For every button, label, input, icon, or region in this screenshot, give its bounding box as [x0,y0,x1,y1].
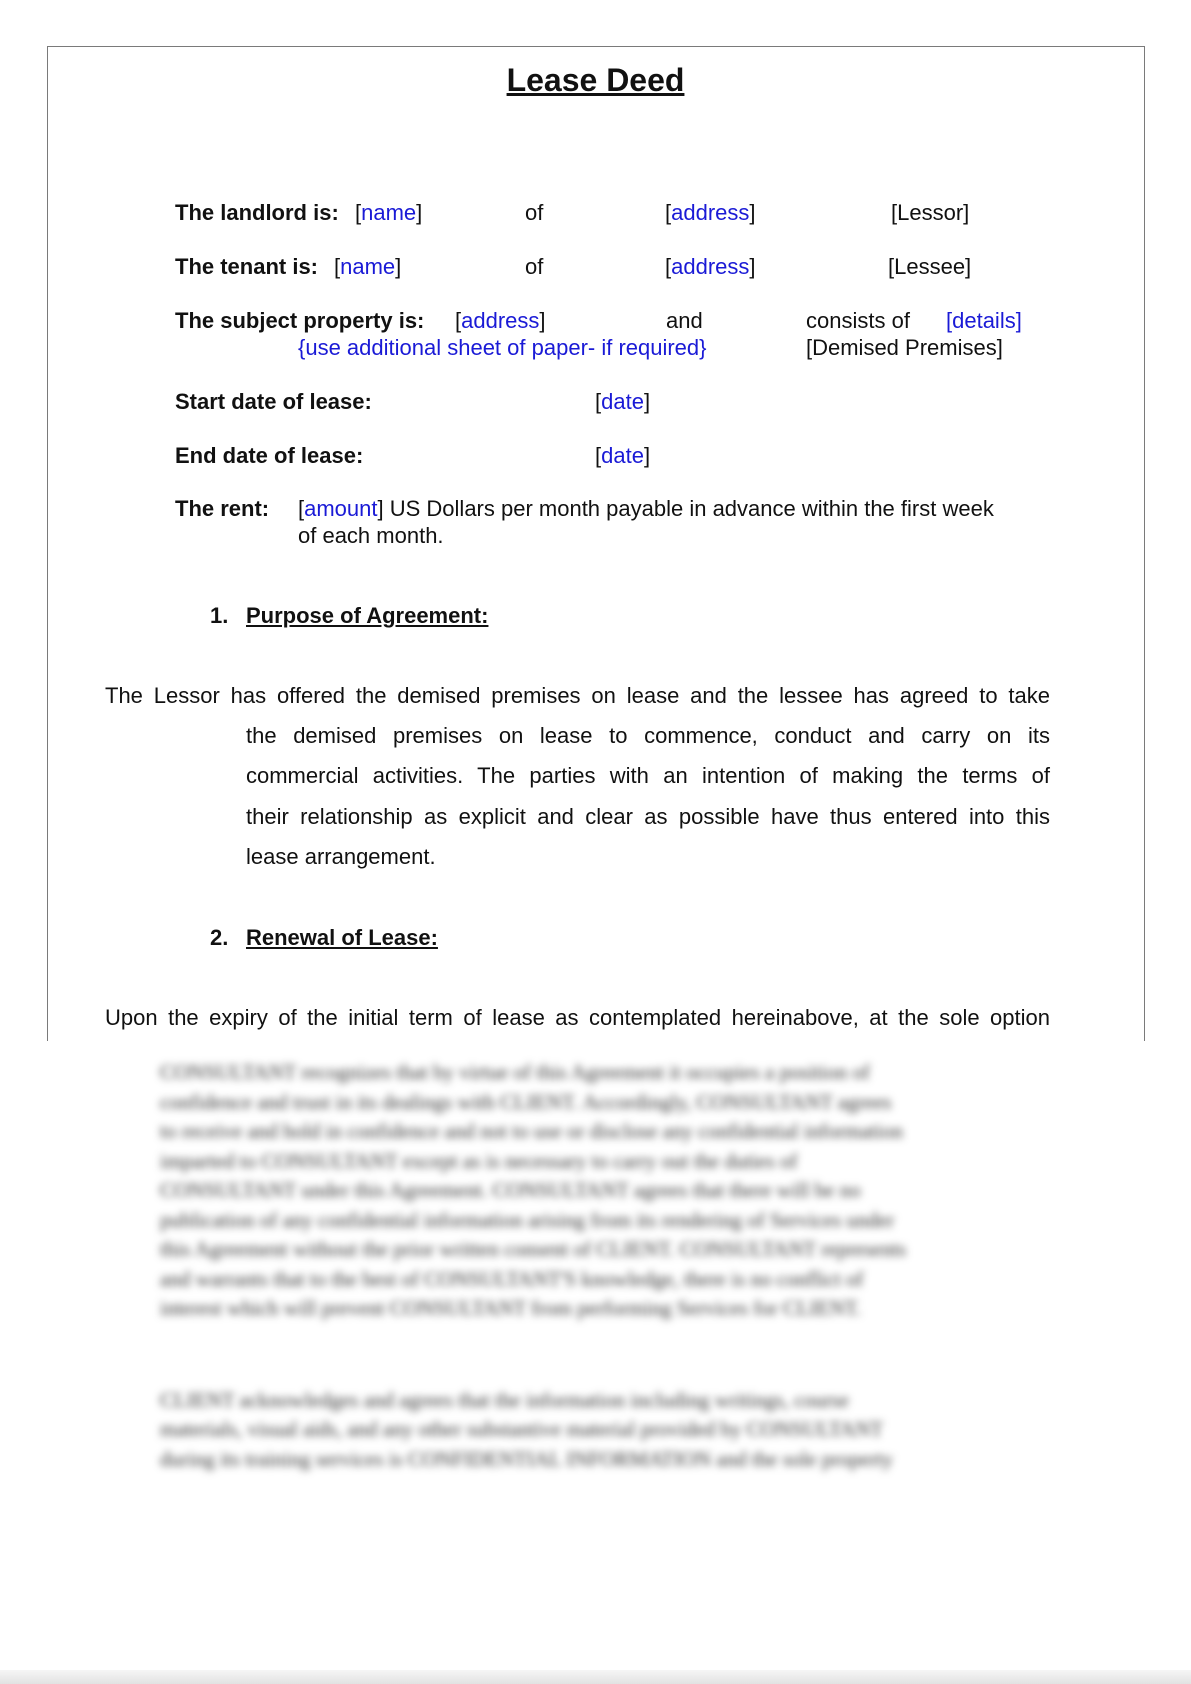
document-title: Lease Deed [506,62,685,98]
blurred-line: during its training services is CONFIDENTIAL INFORMATION and the sole property [160,1446,893,1471]
tenant-role: [Lessee] [888,254,972,279]
rent-line-1: [amount] US Dollars per month payable in advance within the first week [298,496,994,521]
landlord-name: [name] [355,200,423,225]
tenant-address: [address] [665,254,756,279]
rent-amount-placeholder: amount [304,496,378,521]
landlord-of: of [525,200,544,225]
rent-line-2: of each month. [298,523,444,548]
rent-label: The rent: [175,496,270,521]
landlord-address: [address] [665,200,756,225]
property-label: The subject property is: [175,308,425,333]
blurred-line: confidence and trust in its dealings with CLIENT. Accordingly, CONSULTANT agrees [160,1089,892,1114]
property-address: [address] [455,308,546,333]
section-2-first-line: Upon the expiry of the initial term of lease as contemplated hereinabove, at the sole option [105,1005,1050,1030]
tenant-name: [name] [334,254,402,279]
property-role: [Demised Premises] [806,335,1003,360]
rent-line-1-text: ] US Dollars per month payable in advance within the first week [377,496,994,521]
landlord-role: [Lessor] [891,200,970,225]
blurred-line: this Agreement without the prior written consent of CLIENT. CONSULTANT represents [160,1237,907,1261]
section-1-number: 1. [210,603,229,628]
property-details: [details] [946,308,1022,333]
end-date-placeholder: date [601,443,644,468]
blurred-preview [160,1058,1020,1474]
blurred-line: CLIENT acknowledges and agrees that the information including writings, course [160,1387,849,1412]
landlord-label: The landlord is: [175,200,339,225]
blurred-line: interest which will prevent CONSULTANT from performing Services for CLIENT. [160,1296,862,1320]
end-date-value: [date] [595,443,651,468]
section-1-line-4: their relationship as explicit and clear as possible have thus entered into this [246,804,1050,829]
property-address-placeholder: address [461,308,540,333]
tenant-of: of [525,254,544,279]
property-consists: consists of [806,308,910,333]
tenant-name-placeholder: name [340,254,396,279]
bottom-bar [0,1670,1191,1684]
blurred-line: and warrants that to the best of CONSULTANT'S knowledge, there is no conflict of [160,1266,864,1291]
tenant-label: The tenant is: [175,254,319,279]
blurred-spacer [160,1324,1020,1386]
property-and: and [666,308,703,333]
blurred-line: CONSULTANT recognizes that by virtue of this Agreement it occupies a position of [160,1060,870,1084]
blurred-line: publication of any confidential information arising from its rendering of Services under [160,1207,895,1232]
blurred-line: CONSULTANT under this Agreement. CONSULTANT agrees that there will be no [160,1178,861,1202]
landlord-address-placeholder: address [671,200,750,225]
section-1-first-line: The Lessor has offered the demised premises on lease and the lessee has agreed to take [105,683,1050,708]
section-1-heading: Purpose of Agreement: [246,603,489,628]
section-1-line-5: lease arrangement. [246,844,436,869]
end-date-label: End date of lease: [175,443,364,468]
section-2-number: 2. [210,925,229,950]
blurred-line: to receive and hold in confidence and not to use or disclose any confidential information [160,1119,903,1143]
section-1-line-3: commercial activities. The parties with an intention of making the terms of [246,763,1050,788]
start-date-placeholder: date [601,389,644,414]
document-page [47,46,1145,1041]
tenant-address-placeholder: address [671,254,750,279]
property-note: {use additional sheet of paper- if required} [298,335,707,360]
start-date-value: [date] [595,389,651,414]
section-2-heading: Renewal of Lease: [246,925,438,950]
document-title-wrap [0,60,1191,100]
blurred-line: imparted to CONSULTANT except as is necessary to carry out the duties of [160,1148,798,1173]
start-date-label: Start date of lease: [175,389,372,414]
landlord-name-placeholder: name [361,200,417,225]
section-1-line-2: the demised premises on lease to commence, conduct and carry on its [246,723,1050,748]
blurred-line: materials, visual aids, and any other substantive material provided by CONSULTANT [160,1417,884,1441]
